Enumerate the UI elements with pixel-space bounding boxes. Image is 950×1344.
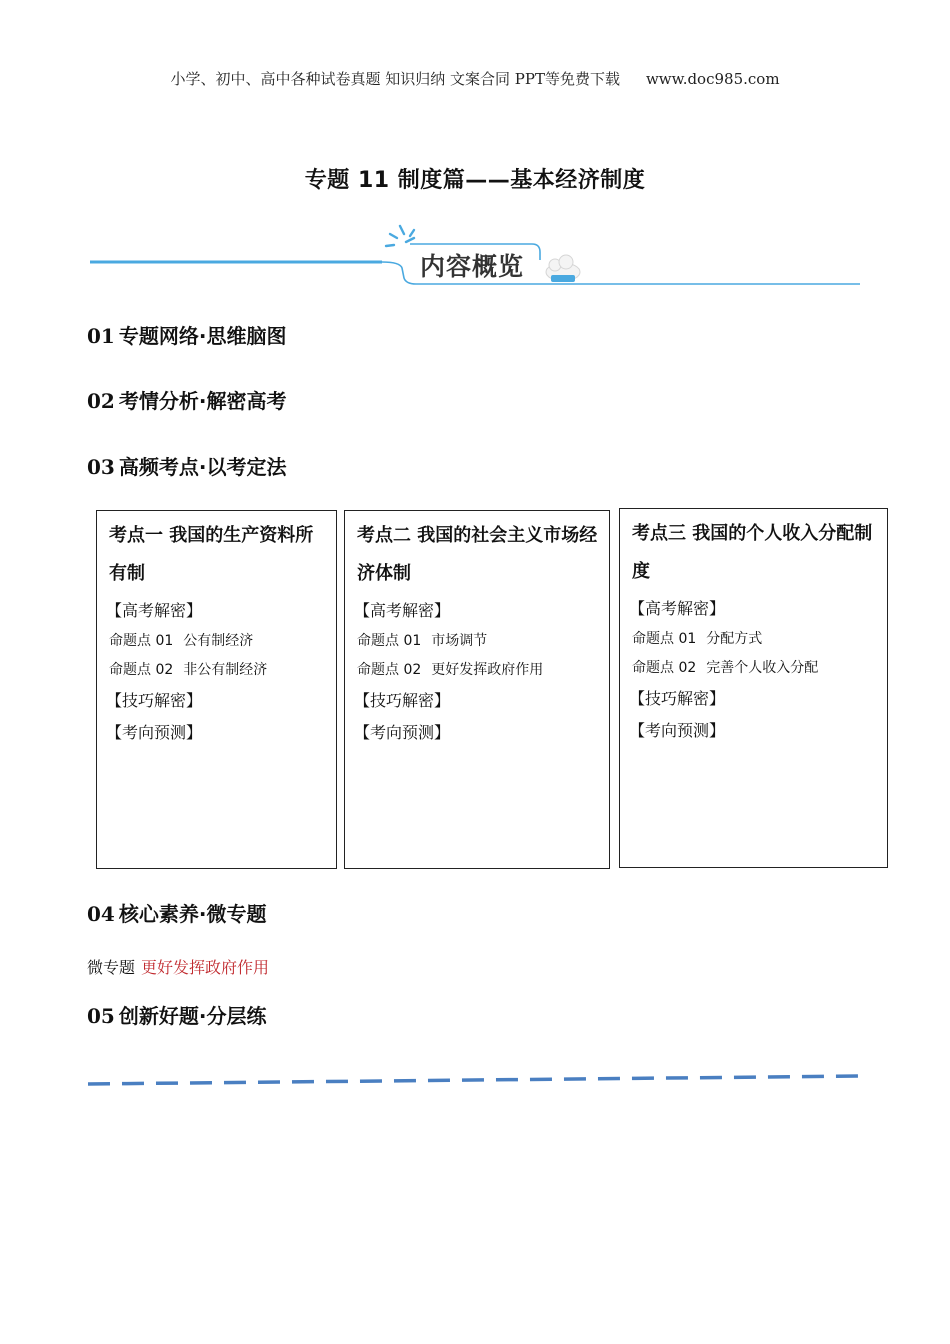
card-title: 考点三 我国的个人收入分配制度 — [632, 523, 873, 582]
proposition-code: 命题点 01 — [632, 631, 697, 647]
chef-hat-icon — [546, 255, 580, 282]
card-tag-forecast[interactable]: 【考向预测】 — [354, 723, 451, 742]
card-tag-skill-decode[interactable]: 【技巧解密】 — [354, 691, 451, 710]
proposition-text: 非公有制经济 — [183, 662, 268, 678]
card-tag-skill-decode[interactable]: 【技巧解密】 — [106, 691, 203, 710]
header-url[interactable]: www.doc985.com — [645, 70, 780, 88]
card-tag-exam-decode[interactable]: 【高考解密】 — [106, 601, 203, 620]
card-tag-forecast[interactable]: 【考向预测】 — [106, 723, 203, 742]
proposition-text: 市场调节 — [431, 633, 488, 649]
proposition-code: 命题点 02 — [632, 660, 697, 676]
proposition-point[interactable] — [109, 627, 326, 656]
card-title: 考点二 我国的社会主义市场经济体制 — [357, 525, 598, 584]
proposition-text: 更好发挥政府作用 — [431, 662, 544, 678]
proposition-text: 完善个人收入分配 — [706, 660, 819, 676]
content-overview-banner — [88, 222, 860, 292]
section-label: 考情分析·解密高考 — [118, 389, 287, 413]
exam-point-card-2 — [344, 510, 610, 869]
micro-topic-link[interactable]: 更好发挥政府作用 — [141, 958, 270, 977]
card-tag-exam-decode[interactable]: 【高考解密】 — [354, 601, 451, 620]
section-number: 01 — [87, 324, 115, 348]
proposition-text: 公有制经济 — [183, 633, 254, 649]
card-tag-forecast[interactable]: 【考向预测】 — [629, 721, 726, 740]
page-header — [0, 68, 950, 89]
proposition-point[interactable] — [632, 625, 877, 654]
exam-point-card-1 — [96, 510, 337, 869]
micro-topic-line — [87, 955, 269, 978]
section-number: 02 — [87, 389, 115, 413]
proposition-text: 分配方式 — [706, 631, 763, 647]
section-high-frequency-points[interactable] — [87, 451, 286, 480]
dashed-divider — [86, 1072, 868, 1088]
section-label: 高频考点·以考定法 — [118, 455, 287, 479]
proposition-point[interactable] — [632, 654, 877, 683]
card-title: 考点一 我国的生产资料所有制 — [109, 525, 314, 584]
section-number: 04 — [87, 902, 115, 926]
exam-point-card-3 — [619, 508, 888, 868]
card-tag-exam-decode[interactable]: 【高考解密】 — [629, 599, 726, 618]
section-number: 03 — [87, 455, 115, 479]
section-exam-analysis[interactable] — [87, 385, 286, 414]
document-title: 专题 11 制度篇——基本经济制度 — [304, 168, 646, 193]
section-label: 专题网络·思维脑图 — [118, 324, 287, 348]
card-tag-skill-decode[interactable]: 【技巧解密】 — [629, 689, 726, 708]
proposition-code: 命题点 01 — [109, 633, 174, 649]
proposition-point[interactable] — [357, 627, 599, 656]
header-text: 小学、初中、高中各种试卷真题 知识归纳 文案合同 PPT等免费下载 — [170, 70, 620, 88]
proposition-code: 命题点 02 — [357, 662, 422, 678]
section-number: 05 — [87, 1004, 115, 1028]
proposition-code: 命题点 01 — [357, 633, 422, 649]
section-innovative-practice[interactable] — [87, 1000, 266, 1029]
section-mind-map[interactable] — [87, 320, 286, 349]
proposition-point[interactable] — [357, 656, 599, 685]
section-core-literacy[interactable] — [87, 898, 266, 927]
proposition-code: 命题点 02 — [109, 662, 174, 678]
section-label: 核心素养·微专题 — [118, 902, 267, 926]
section-label: 创新好题·分层练 — [118, 1004, 267, 1028]
micro-topic-label: 微专题 — [87, 958, 136, 977]
banner-title: 内容概览 — [420, 252, 525, 281]
proposition-point[interactable] — [109, 656, 326, 685]
sparkle-icon — [386, 226, 414, 246]
